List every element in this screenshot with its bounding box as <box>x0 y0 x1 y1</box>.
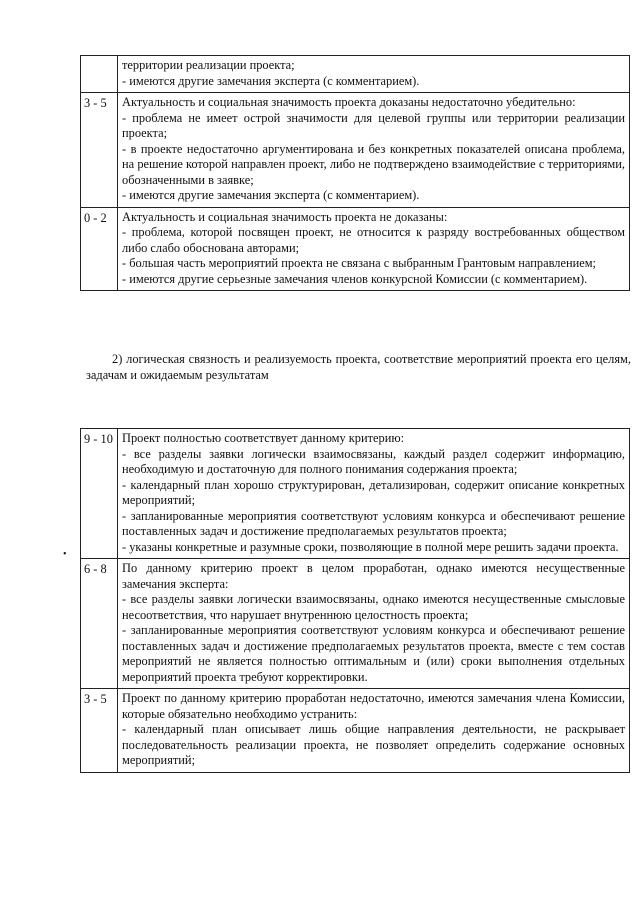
score-cell: 3 - 5 <box>81 93 118 208</box>
criteria-table-2 <box>80 428 630 773</box>
text-line: - запланированные мероприятия соответствуют условиям конкурса и обеспечивают решение поставленных задач и достижение предполагаемых результатов проекта; <box>122 508 625 538</box>
description-cell <box>118 56 630 93</box>
text-line: - все разделы заявки логически взаимосвязаны, однако имеются несущественные смысловые несоответствия, что нарушает внутреннюю целостность проекта; <box>122 592 625 622</box>
text-line: - проблема не имеет острой значимости для целевой группы или территории реализации проекта; <box>122 110 625 140</box>
description-cell <box>118 93 630 208</box>
text-line: - имеются другие замечания эксперта (с комментарием). <box>122 188 420 202</box>
table-row <box>81 207 630 291</box>
description-cell <box>118 559 630 689</box>
text-line: По данному критерию проект в целом проработан, однако имеются несущественные замечания эксперта: <box>122 561 625 591</box>
criteria-table-1 <box>80 55 630 291</box>
description-cell <box>118 689 630 773</box>
text-line: - проблема, которой посвящен проект, не относится к разряду востребованных обществом либо слабо обоснована авторами; <box>122 225 625 255</box>
text-line: - календарный план хорошо структурирован, детализирован, содержит описание конкретных мероприятий; <box>122 477 625 507</box>
table-row <box>81 56 630 93</box>
table-row <box>81 689 630 773</box>
text-line: - имеются другие замечания эксперта (с комментарием). <box>122 73 420 88</box>
text-line: Проект полностью соответствует данному критерию: <box>122 431 405 445</box>
score-cell: 0 - 2 <box>81 207 118 291</box>
score-cell: 3 - 5 <box>81 689 118 773</box>
text-line: Актуальность и социальная значимость проекта доказаны недостаточно убедительно: <box>122 95 576 109</box>
stray-dot: • <box>63 549 67 560</box>
text-line: Актуальность и социальная значимость проекта не доказаны: <box>122 209 448 224</box>
score-cell <box>81 56 118 93</box>
text-line: - все разделы заявки логически взаимосвязаны, каждый раздел содержит информацию, необходимую и достаточную для полного понимания содержания проекта; <box>122 446 625 476</box>
score-cell: 9 - 10 <box>81 429 118 559</box>
criterion-2-heading: 2) логическая связность и реализуемость проекта, соответствие мероприятий проекта его целям, задачам и ожидаемым результатам <box>86 352 631 382</box>
text-line: - имеются другие серьезные замечания членов конкурсной Комиссии (с комментарием). <box>122 271 588 286</box>
text-line: - в проекте недостаточно аргументирована и без конкретных показателей описана проблема, на решение которой направлен проект, либо не подтверждено взаимодействие с территориями, обозначенными в заявке; <box>122 141 625 187</box>
text-line: территории реализации проекта; <box>122 58 295 72</box>
description-cell <box>118 429 630 559</box>
text-line: - большая часть мероприятий проекта не связана с выбранным Грантовым направлением; <box>122 256 596 270</box>
table-row <box>81 93 630 208</box>
score-cell: 6 - 8 <box>81 559 118 689</box>
text-line: - указаны конкретные и разумные сроки, позволяющие в полной мере решить задачи проекта. <box>122 539 619 554</box>
text-line: - запланированные мероприятия соответствуют условиям конкурса и обеспечивают решение поставленных задач и достижение предполагаемых результатов проекта, вместе с тем состав мероприятий не является полностью оптимальным и (или) сроки выполнения отдельных мероприятий проекта требуют корректировки. <box>122 623 625 684</box>
table-row <box>81 559 630 689</box>
description-cell <box>118 207 630 291</box>
text-line: - календарный план описывает лишь общие направления деятельности, не раскрывает последовательность реализации проекта, не позволяет определить содержание основных мероприятий; <box>122 722 625 767</box>
table-row <box>81 429 630 559</box>
text-line: Проект по данному критерию проработан недостаточно, имеются замечания члена Комиссии, которые обязательно необходимо устранить: <box>122 691 625 721</box>
